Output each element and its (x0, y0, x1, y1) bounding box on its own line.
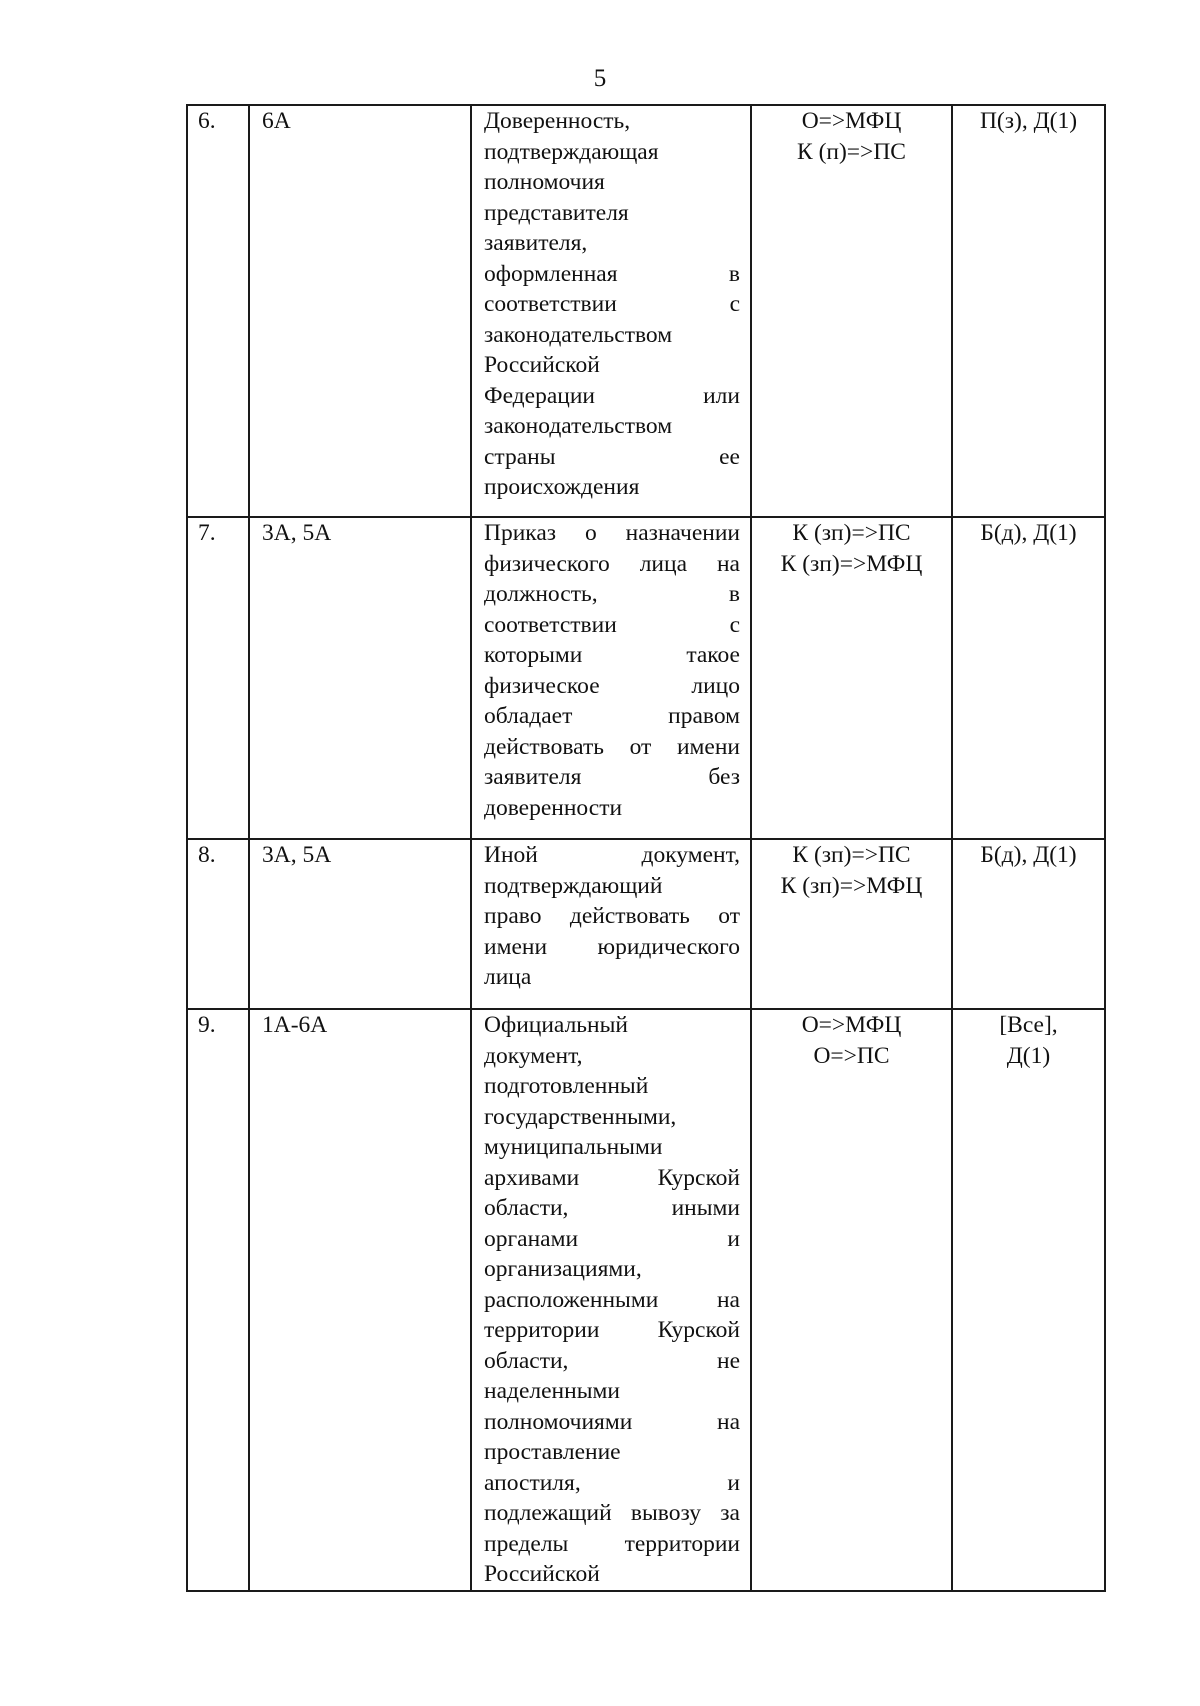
table-body (187, 105, 1105, 1591)
submission-route-cell (751, 517, 952, 839)
description-line: территории Курской (484, 1317, 740, 1343)
description-line: физического лица на (484, 550, 740, 577)
description-line: соответствии с (484, 291, 740, 317)
description-line: заявителя без (484, 764, 740, 790)
document-description-cell (471, 105, 751, 517)
page-number: 5 (593, 65, 607, 92)
route-line: К (зп)=>ПС (792, 520, 911, 546)
document-status-cell (952, 517, 1105, 839)
description-line: которыми такое (484, 642, 740, 668)
description-line: расположенными на (484, 1286, 740, 1313)
description-line: право действовать от (484, 903, 740, 929)
table-row (187, 517, 1105, 839)
table-row (187, 839, 1105, 1009)
description-line: оформленная в (484, 260, 740, 287)
description-line: области, иными (484, 1195, 740, 1221)
table-row (187, 105, 1105, 517)
description-line: заявителя, (484, 230, 588, 256)
description-line: полномочия (484, 169, 605, 195)
status-line: Д(1) (1006, 1042, 1051, 1069)
description-line: архивами Курской (484, 1164, 740, 1191)
description-line: государственными, (484, 1103, 677, 1130)
description-line: подтверждающий (484, 872, 663, 899)
row-number-cell: 9. (187, 1009, 249, 1591)
submission-route-cell (751, 105, 952, 517)
description-line: подлежащий вывозу за (484, 1500, 740, 1526)
document-status-cell (952, 839, 1105, 1009)
applicant-code-cell: 3А, 5А (249, 517, 471, 839)
status-line: Б(д), Д(1) (980, 842, 1077, 868)
route-line: О=>МФЦ (801, 108, 902, 134)
description-line: муниципальными (484, 1134, 663, 1160)
applicant-code-cell: 3А, 5А (249, 839, 471, 1009)
description-line: Официальный (484, 1012, 628, 1038)
document-description-cell (471, 839, 751, 1009)
description-line: представителя (484, 199, 629, 226)
route-line: К (зп)=>ПС (792, 842, 911, 868)
submission-route-cell (751, 839, 952, 1009)
description-line: документ, (484, 1042, 583, 1069)
description-line: области, не (484, 1347, 740, 1374)
document-description-cell (471, 1009, 751, 1591)
description-line: физическое лицо (484, 672, 740, 699)
description-line: наделенными (484, 1378, 620, 1404)
row-number-cell: 7. (187, 517, 249, 839)
description-line: лица (484, 964, 532, 990)
description-line: Федерации или (484, 382, 740, 409)
document-status-cell (952, 105, 1105, 517)
description-line: законодательством (484, 413, 673, 439)
document-table (186, 104, 1106, 1592)
description-line: должность, в (484, 581, 740, 607)
description-line: органами и (484, 1225, 740, 1252)
description-line: Доверенность, (484, 108, 631, 134)
description-line: Приказ о назначении (484, 520, 740, 546)
description-line: Иной документ, (484, 842, 740, 868)
route-line: К (зп)=>МФЦ (780, 872, 923, 899)
description-line: подтверждающая (484, 138, 659, 165)
description-line: Российской (484, 1561, 600, 1587)
description-line: обладает правом (484, 703, 740, 729)
document-description-cell (471, 517, 751, 839)
table-row (187, 1009, 1105, 1591)
description-line: доверенности (484, 794, 623, 821)
route-line: К (п)=>ПС (797, 138, 906, 165)
description-line: пределы территории (484, 1530, 740, 1557)
row-number-cell: 6. (187, 105, 249, 517)
applicant-code-cell: 6А (249, 105, 471, 517)
description-line: происхождения (484, 474, 640, 500)
route-line: К (зп)=>МФЦ (780, 550, 923, 577)
description-line: соответствии с (484, 611, 740, 638)
description-line: имени юридического (484, 933, 740, 960)
description-line: апостиля, и (484, 1469, 740, 1496)
description-line: действовать от имени (484, 733, 740, 760)
route-line: О=>ПС (813, 1042, 890, 1069)
description-line: подготовленный (484, 1073, 649, 1099)
applicant-code-cell: 1А-6А (249, 1009, 471, 1591)
row-number-cell: 8. (187, 839, 249, 1009)
description-line: полномочиями на (484, 1408, 740, 1435)
description-line: Российской (484, 352, 600, 378)
status-line: Б(д), Д(1) (980, 520, 1077, 546)
description-line: организациями, (484, 1256, 642, 1282)
status-line: [Все], (999, 1012, 1058, 1038)
status-line: П(з), Д(1) (979, 108, 1078, 134)
description-line: страны ее (484, 443, 740, 470)
description-line: проставление (484, 1439, 621, 1465)
submission-route-cell (751, 1009, 952, 1591)
description-line: законодательством (484, 321, 673, 348)
route-line: О=>МФЦ (801, 1012, 902, 1038)
document-status-cell (952, 1009, 1105, 1591)
